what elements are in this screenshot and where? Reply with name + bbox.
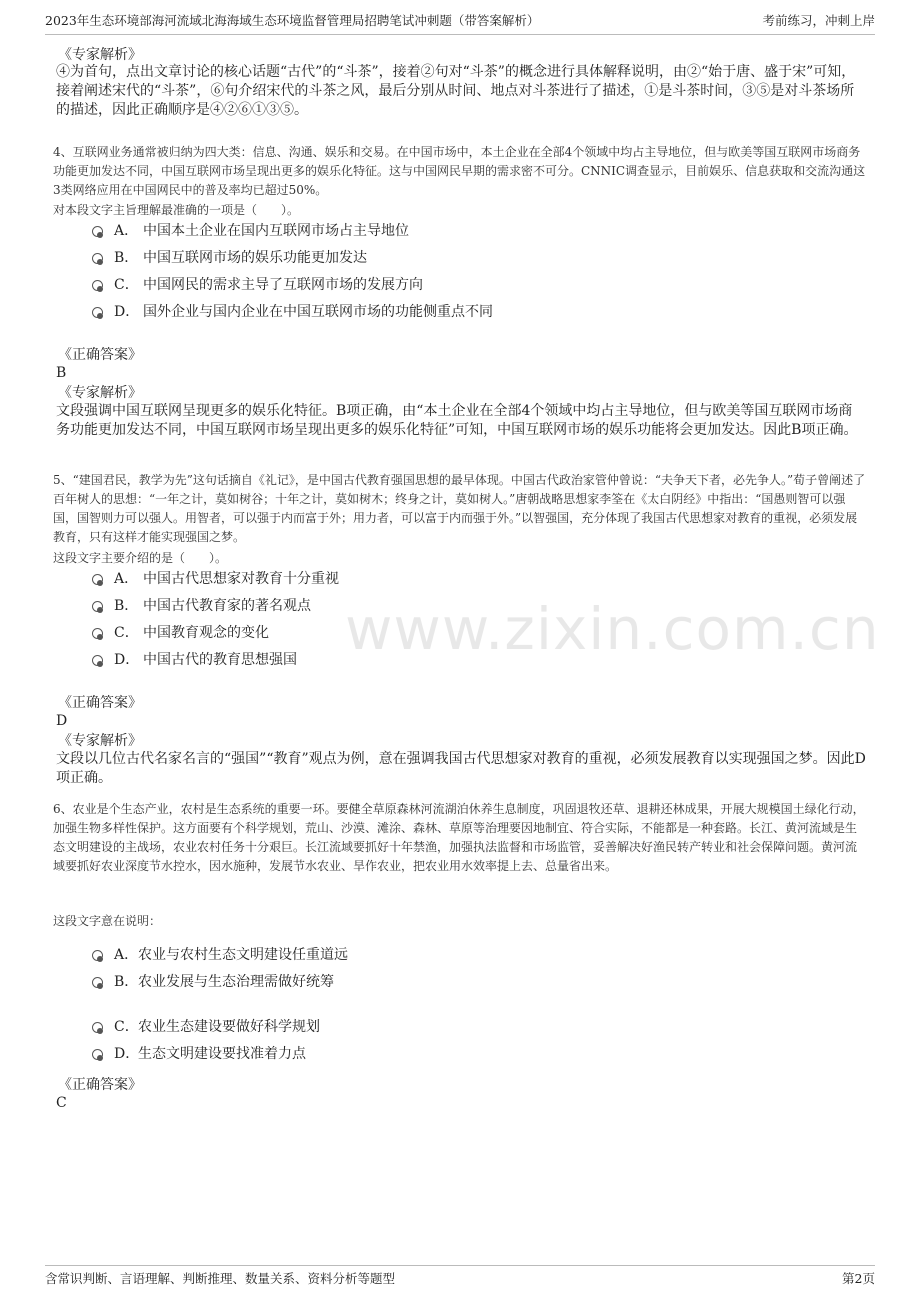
q5-option-c[interactable]: C． 中国教育观念的变化 — [92, 622, 692, 644]
q4-option-c[interactable]: C． 中国网民的需求主导了互联网市场的发展方向 — [92, 274, 692, 296]
q6-answer-label: 《正确答案》 — [58, 1077, 142, 1093]
q4-answer-label: 《正确答案》 — [58, 347, 142, 363]
radio-icon[interactable] — [92, 628, 103, 639]
q5-option-a-text: 中国古代思想家对教育十分重视 — [143, 571, 339, 587]
q4-option-a-text: 中国本土企业在国内互联网市场占主导地位 — [143, 223, 409, 239]
radio-icon[interactable] — [92, 226, 103, 237]
q6-question-text: 6、农业是个生态产业，农村是生态系统的重要一环。要健全草原森林河流湖泊休养生息制度，巩固退牧还草、退耕还林成果，开展大规模国土绿化行动，加强生物多样性保护。这方面要有个科学规划，荒山、沙漠、滩涂、森林、草原等治理要因地制宜、符合实际，不能都是一种套路。长江、黄河流域是生态文明建设的主战场，农业农村任务十分艰巨。长江流域要抓好十年禁渔，加强执法监督和市场监管，妥善解决好渔民转产转业和社会保障问题。黄河流域要抓好农业深度节水控水，因水施种，发展节水农业、旱作农业，把农业用水效率提上去、总量省出来。 — [53, 802, 865, 873]
q4-explanation: 文段强调中国互联网呈现更多的娱乐化特征。B项正确，由“本土企业在全部4个领域中均占主导地位，但与欧美等国互联网市场商务功能更加发达不同，中国互联网市场呈现出更多的娱乐化特征”可知，中国互联网市场的娱乐功能将会更加发达。因此B项正确。 — [56, 403, 858, 438]
q4-option-b[interactable]: B． 中国互联网市场的娱乐功能更加发达 — [92, 247, 692, 269]
q4-option-b-text: 中国互联网市场的娱乐功能更加发达 — [143, 250, 367, 266]
q5-expert-label: 《专家解析》 — [58, 733, 142, 749]
q6-option-a-text: 农业与农村生态文明建设任重道远 — [138, 947, 348, 963]
q6-option-b-text: 农业发展与生态治理需做好统筹 — [138, 974, 334, 990]
q4-option-d-text: 国外企业与国内企业在中国互联网市场的功能侧重点不同 — [143, 304, 493, 320]
q5-question-text: 5、“建国君民，教学为先”这句话摘自《礼记》，是中国古代教育强国思想的最早体现。中国古代政治家管仲曾说：“夫争天下者，必先争人。”荀子曾阐述了百年树人的思想：“一年之计，莫如树谷；十年之计，莫如树木；终身之计，莫如树人。”唐朝战略思想家李筌在《太白阴经》中指出：“国愚则智可以强国，国智则力可以强人。用智者，可以强于内而富于外；用力者，可以富于内而强于外。”以智强国，充分体现了我国古代思想家对教育的重视，必须发展教育，只有这样才能实现强国之梦。 — [53, 473, 866, 544]
q5-option-b[interactable]: B． 中国古代教育家的著名观点 — [92, 595, 692, 617]
q4-answer: B — [56, 365, 67, 381]
q5-prompt: 这段文字主要介绍的是（ ）。 — [53, 551, 228, 565]
page-header — [45, 8, 875, 35]
q6-option-c-text: 农业生态建设要做好科学规划 — [138, 1019, 320, 1035]
q6-prompt: 这段文字意在说明： — [53, 914, 162, 928]
q4-prompt: 对本段文字主旨理解最准确的一项是（ ）。 — [53, 203, 300, 217]
q5-answer-label: 《正确答案》 — [58, 695, 142, 711]
q3-expert-label: 《专家解析》 — [58, 47, 142, 63]
page-number: 第2页 — [842, 1271, 875, 1286]
q5-option-d-text: 中国古代的教育思想强国 — [143, 652, 297, 668]
q6-option-d-text: 生态文明建设要找准着力点 — [138, 1046, 306, 1062]
header-slogan: 考前练习，冲刺上岸 — [762, 13, 875, 28]
q5-option-c-text: 中国教育观念的变化 — [143, 625, 269, 641]
q6-option-b[interactable]: B． 农业发展与生态治理需做好统筹 — [92, 971, 692, 993]
q4-option-c-text: 中国网民的需求主导了互联网市场的发展方向 — [143, 277, 423, 293]
radio-icon[interactable] — [92, 280, 103, 291]
q6-answer: C — [56, 1095, 67, 1111]
q4-option-d[interactable]: D． 国外企业与国内企业在中国互联网市场的功能侧重点不同 — [92, 301, 692, 323]
q4-expert-label: 《专家解析》 — [58, 385, 142, 401]
footer-topics: 含常识判断、言语理解、判断推理、数量关系、资料分析等题型 — [45, 1271, 396, 1286]
q4-question-text: 4、互联网业务通常被归纳为四大类：信息、沟通、娱乐和交易。在中国市场中，本土企业在全部4个领域中均占主导地位，但与欧美等国互联网市场商务功能更加发达不同，中国互联网市场呈现出更多的娱乐化特征。这与中国网民早期的需求密不可分。CNNIC调查显示，目前娱乐、信息获取和交流沟通这3类网络应用在中国网民中的普及率均已超过50%。 — [53, 145, 866, 197]
q5-option-b-text: 中国古代教育家的著名观点 — [143, 598, 311, 614]
radio-icon[interactable] — [92, 574, 103, 585]
radio-icon[interactable] — [92, 1049, 103, 1060]
radio-icon[interactable] — [92, 1022, 103, 1033]
q5-option-d[interactable]: D． 中国古代的教育思想强国 — [92, 649, 692, 671]
radio-icon[interactable] — [92, 601, 103, 612]
q4-option-a[interactable]: A． 中国本土企业在国内互联网市场占主导地位 — [92, 220, 692, 242]
q5-option-a[interactable]: A． 中国古代思想家对教育十分重视 — [92, 568, 692, 590]
q5-answer: D — [56, 713, 68, 729]
radio-icon[interactable] — [92, 655, 103, 666]
q6-option-d[interactable]: D． 生态文明建设要找准着力点 — [92, 1043, 692, 1065]
radio-icon[interactable] — [92, 307, 103, 318]
watermark: www.zixin.com.cn — [345, 595, 880, 663]
radio-icon[interactable] — [92, 253, 103, 264]
q6-option-c[interactable]: C． 农业生态建设要做好科学规划 — [92, 1016, 692, 1038]
radio-icon[interactable] — [92, 950, 103, 961]
q3-explanation: ④为首句，点出文章讨论的核心话题“古代”的“斗茶”，接着②句对“斗茶”的概念进行具体解释说明，由②“始于唐、盛于宋”可知，接着阐述宋代的“斗茶”，⑥句介绍宋代的斗茶之风，最后分别从时间、地点对斗茶进行了描述，①是斗茶时间，③⑤是对斗茶场所的描述，因此正确顺序是④②⑥①③⑤。 — [56, 64, 856, 118]
radio-icon[interactable] — [92, 977, 103, 988]
page-footer — [45, 1265, 875, 1292]
document-title: 2023年生态环境部海河流域北海海域生态环境监督管理局招聘笔试冲刺题（带答案解析） — [45, 13, 540, 28]
q6-option-a[interactable]: A． 农业与农村生态文明建设任重道远 — [92, 944, 692, 966]
q5-explanation: 文段以几位古代名家名言的“强国”“教育”观点为例，意在强调我国古代思想家对教育的重视，必须发展教育以实现强国之梦。因此D项正确。 — [56, 751, 866, 786]
